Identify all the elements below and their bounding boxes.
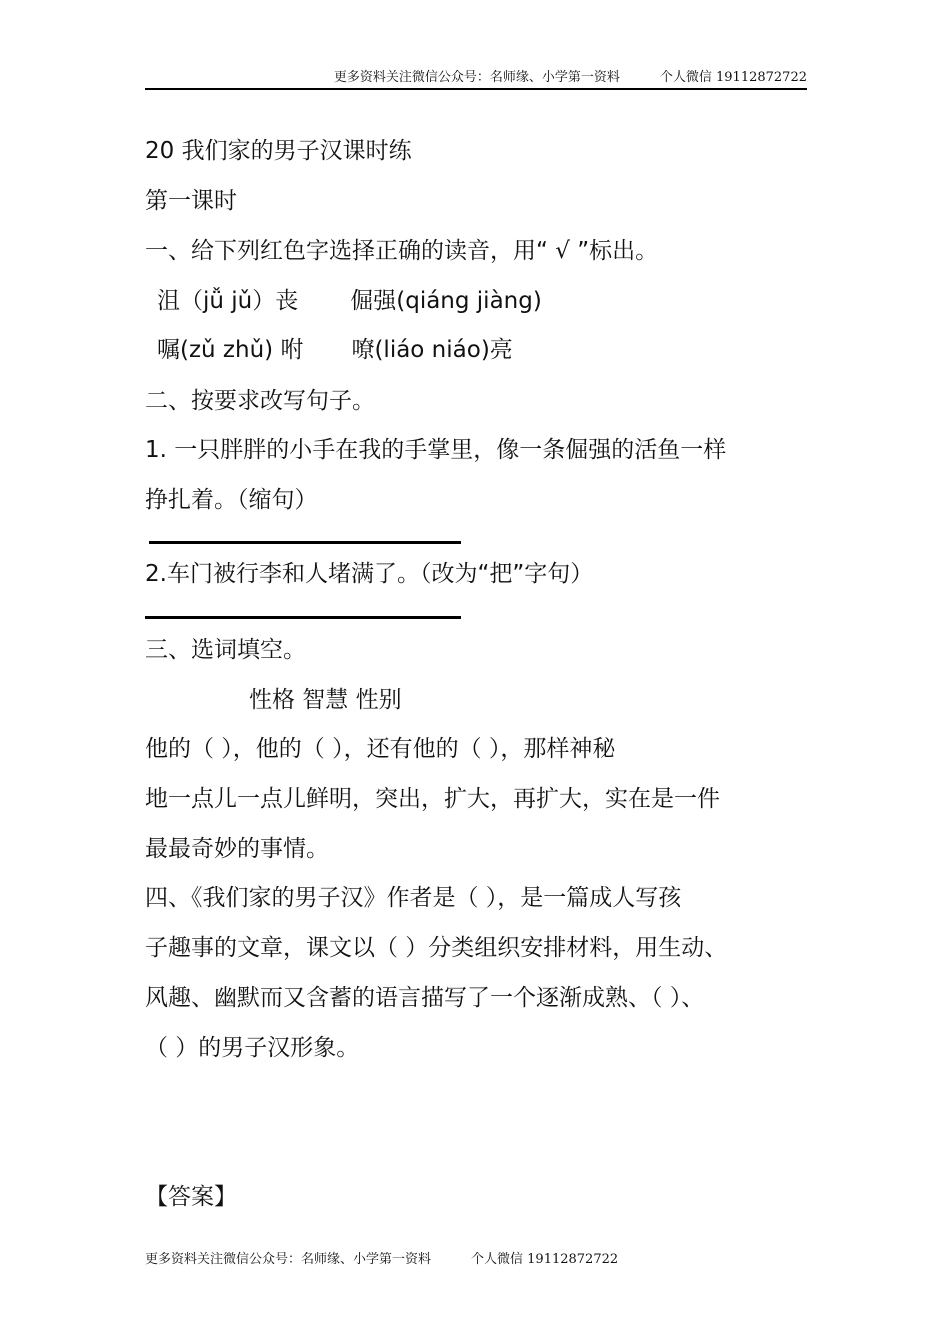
footer-right-text: 个人微信 19112872722 [471,1252,619,1267]
document-title: 20 我们家的男子汉课时练 [145,138,412,164]
header-right-text: 个人微信 19112872722 [659,70,807,85]
header-left-text: 更多资料关注微信公众号：名师缘、小学第一资料 [333,70,620,85]
pinyin-item-4: 嘹(liáo niáo)亮 [351,337,513,363]
pinyin-row-2 [157,335,513,365]
page-footer [145,1248,618,1267]
answer-blank-line-2 [145,616,461,619]
section4-line-3: 风趣、幽默而又含蓄的语言描写了一个逐渐成熟、（ ）、 [145,985,705,1011]
section2-heading: 二、按要求改写句子。 [145,388,375,414]
question-2: 2.车门被行李和人堵满了。（改为“把”字句） [145,561,594,587]
pinyin-row-1 [157,286,542,316]
lesson-label: 第一课时 [145,188,237,214]
pinyin-item-1: 沮（jǚ jǔ）丧 [157,288,299,314]
section4-line-4: （ ）的男子汉形象。 [145,1035,360,1061]
section4-line-2: 子趣事的文章，课文以（ ）分类组织安排材料，用生动、 [145,935,728,961]
answer-blank-line-1 [149,541,461,544]
section3-line-1: 他的（ ），他的（ ），还有他的（ ），那样神秘 [145,736,616,762]
section3-line-3: 最最奇妙的事情。 [145,836,329,862]
page-header [145,66,807,90]
footer-left-text: 更多资料关注微信公众号：名师缘、小学第一资料 [145,1252,432,1267]
answer-heading: 【答案】 [145,1184,237,1210]
section1-heading: 一、给下列红色字选择正确的读音，用“ √ ”标出。 [145,238,659,264]
question-1-line-2: 挣扎着。（缩句） [145,487,318,513]
pinyin-item-3: 嘱(zǔ zhǔ) 咐 [157,337,304,363]
pinyin-item-2: 倔强(qiáng jiàng) [350,288,542,314]
section3-heading: 三、选词填空。 [145,637,306,663]
section3-line-2: 地一点儿一点儿鲜明，突出，扩大，再扩大，实在是一件 [145,786,720,812]
question-1-line-1: 1. 一只胖胖的小手在我的手掌里，像一条倔强的活鱼一样 [145,437,727,463]
word-choices: 性格 智慧 性别 [249,687,402,713]
section4-line-1: 四、《我们家的男子汉》作者是（ ），是一篇成人写孩 [145,885,682,911]
